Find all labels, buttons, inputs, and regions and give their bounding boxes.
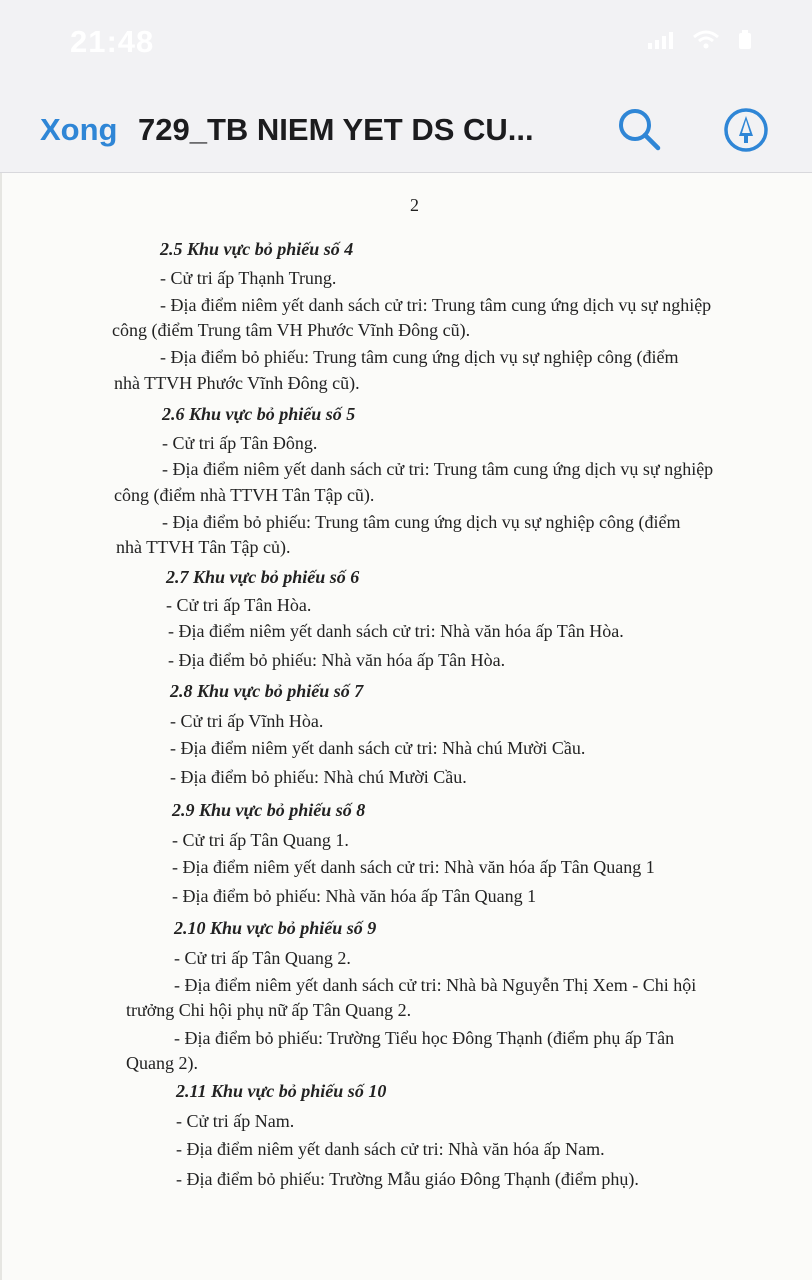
- section-heading: 2.5 Khu vực bỏ phiếu số 4: [160, 239, 354, 259]
- document-line: Quang 2).: [126, 1053, 198, 1073]
- document-line: - Địa điểm bỏ phiếu: Trường Tiểu học Đông Thạnh (điểm phụ ấp Tân: [174, 1028, 675, 1048]
- section-heading: 2.11 Khu vực bỏ phiếu số 10: [176, 1081, 387, 1101]
- document-line: - Địa điểm bỏ phiếu: Nhà chú Mười Cầu.: [170, 767, 467, 787]
- section-heading: 2.6 Khu vực bỏ phiếu số 5: [162, 404, 356, 424]
- document-line: - Địa điểm bỏ phiếu: Trung tâm cung ứng dịch vụ sự nghiệp công (điểm: [162, 512, 681, 532]
- document-line: - Địa điểm niêm yết danh sách cử tri: Trung tâm cung ứng dịch vụ sự nghiệp: [162, 459, 714, 479]
- document-line: - Địa điểm bỏ phiếu: Trường Mẫu giáo Đông Thạnh (điểm phụ).: [176, 1169, 639, 1189]
- document-line: - Cử tri ấp Nam.: [176, 1111, 295, 1131]
- status-bar: [0, 0, 812, 86]
- document-line: - Cử tri ấp Tân Hòa.: [166, 595, 312, 615]
- wifi-icon: [692, 30, 720, 55]
- cellular-icon: [648, 31, 674, 54]
- document-line: - Cử tri ấp Vĩnh Hòa.: [170, 711, 324, 731]
- search-icon[interactable]: [616, 106, 662, 157]
- document-line: - Địa điểm bỏ phiếu: Nhà văn hóa ấp Tân Quang 1: [172, 886, 537, 906]
- document-line: - Địa điểm niêm yết danh sách cử tri: Nhà văn hóa ấp Tân Quang 1: [172, 857, 655, 877]
- document-line: - Địa điểm niêm yết danh sách cử tri: Nhà văn hóa ấp Tân Hòa.: [168, 621, 624, 641]
- document-line: công (điểm Trung tâm VH Phước Vĩnh Đông cũ).: [112, 320, 471, 340]
- document-line: - Địa điểm niêm yết danh sách cử tri: Nhà văn hóa ấp Nam.: [176, 1139, 605, 1159]
- document-line: - Cử tri ấp Thạnh Trung.: [160, 268, 337, 288]
- page-number: 2: [410, 195, 419, 215]
- document-line: - Địa điểm niêm yết danh sách cử tri: Nhà bà Nguyễn Thị Xem - Chi hội: [174, 975, 697, 995]
- document-line: trưởng Chi hội phụ nữ ấp Tân Quang 2.: [126, 1000, 412, 1020]
- document-line: công (điểm nhà TTVH Tân Tập cũ).: [114, 485, 375, 505]
- document-line: nhà TTVH Phước Vĩnh Đông cũ).: [114, 373, 360, 393]
- markup-pen-icon[interactable]: [722, 106, 770, 159]
- section-heading: 2.8 Khu vực bỏ phiếu số 7: [170, 681, 364, 701]
- document-line: - Cử tri ấp Tân Quang 2.: [174, 948, 351, 968]
- status-time: 21:48: [70, 24, 155, 59]
- system-icons: [648, 30, 752, 55]
- document-line: - Địa điểm bỏ phiếu: Trung tâm cung ứng dịch vụ sự nghiệp công (điểm: [160, 347, 679, 367]
- document-line: - Địa điểm niêm yết danh sách cử tri: Nhà chú Mười Cầu.: [170, 738, 586, 758]
- page-edge: [0, 173, 2, 1280]
- section-heading: 2.10 Khu vực bỏ phiếu số 9: [174, 918, 377, 938]
- document-title: 729_TB NIEM YET DS CU...: [138, 112, 534, 147]
- pdf-page: [0, 173, 812, 1280]
- document-line: - Cử tri ấp Tân Đông.: [162, 433, 318, 453]
- document-line: - Cử tri ấp Tân Quang 1.: [172, 830, 349, 850]
- section-heading: 2.9 Khu vực bỏ phiếu số 8: [172, 800, 366, 820]
- battery-icon: [738, 30, 752, 55]
- document-line: - Địa điểm niêm yết danh sách cử tri: Trung tâm cung ứng dịch vụ sự nghiệp: [160, 295, 712, 315]
- document-line: - Địa điểm bỏ phiếu: Nhà văn hóa ấp Tân Hòa.: [168, 650, 506, 670]
- section-heading: 2.7 Khu vực bỏ phiếu số 6: [166, 567, 360, 587]
- done-button[interactable]: Xong: [40, 112, 118, 147]
- document-line: nhà TTVH Tân Tập củ).: [116, 537, 291, 557]
- document-toolbar: [0, 86, 812, 173]
